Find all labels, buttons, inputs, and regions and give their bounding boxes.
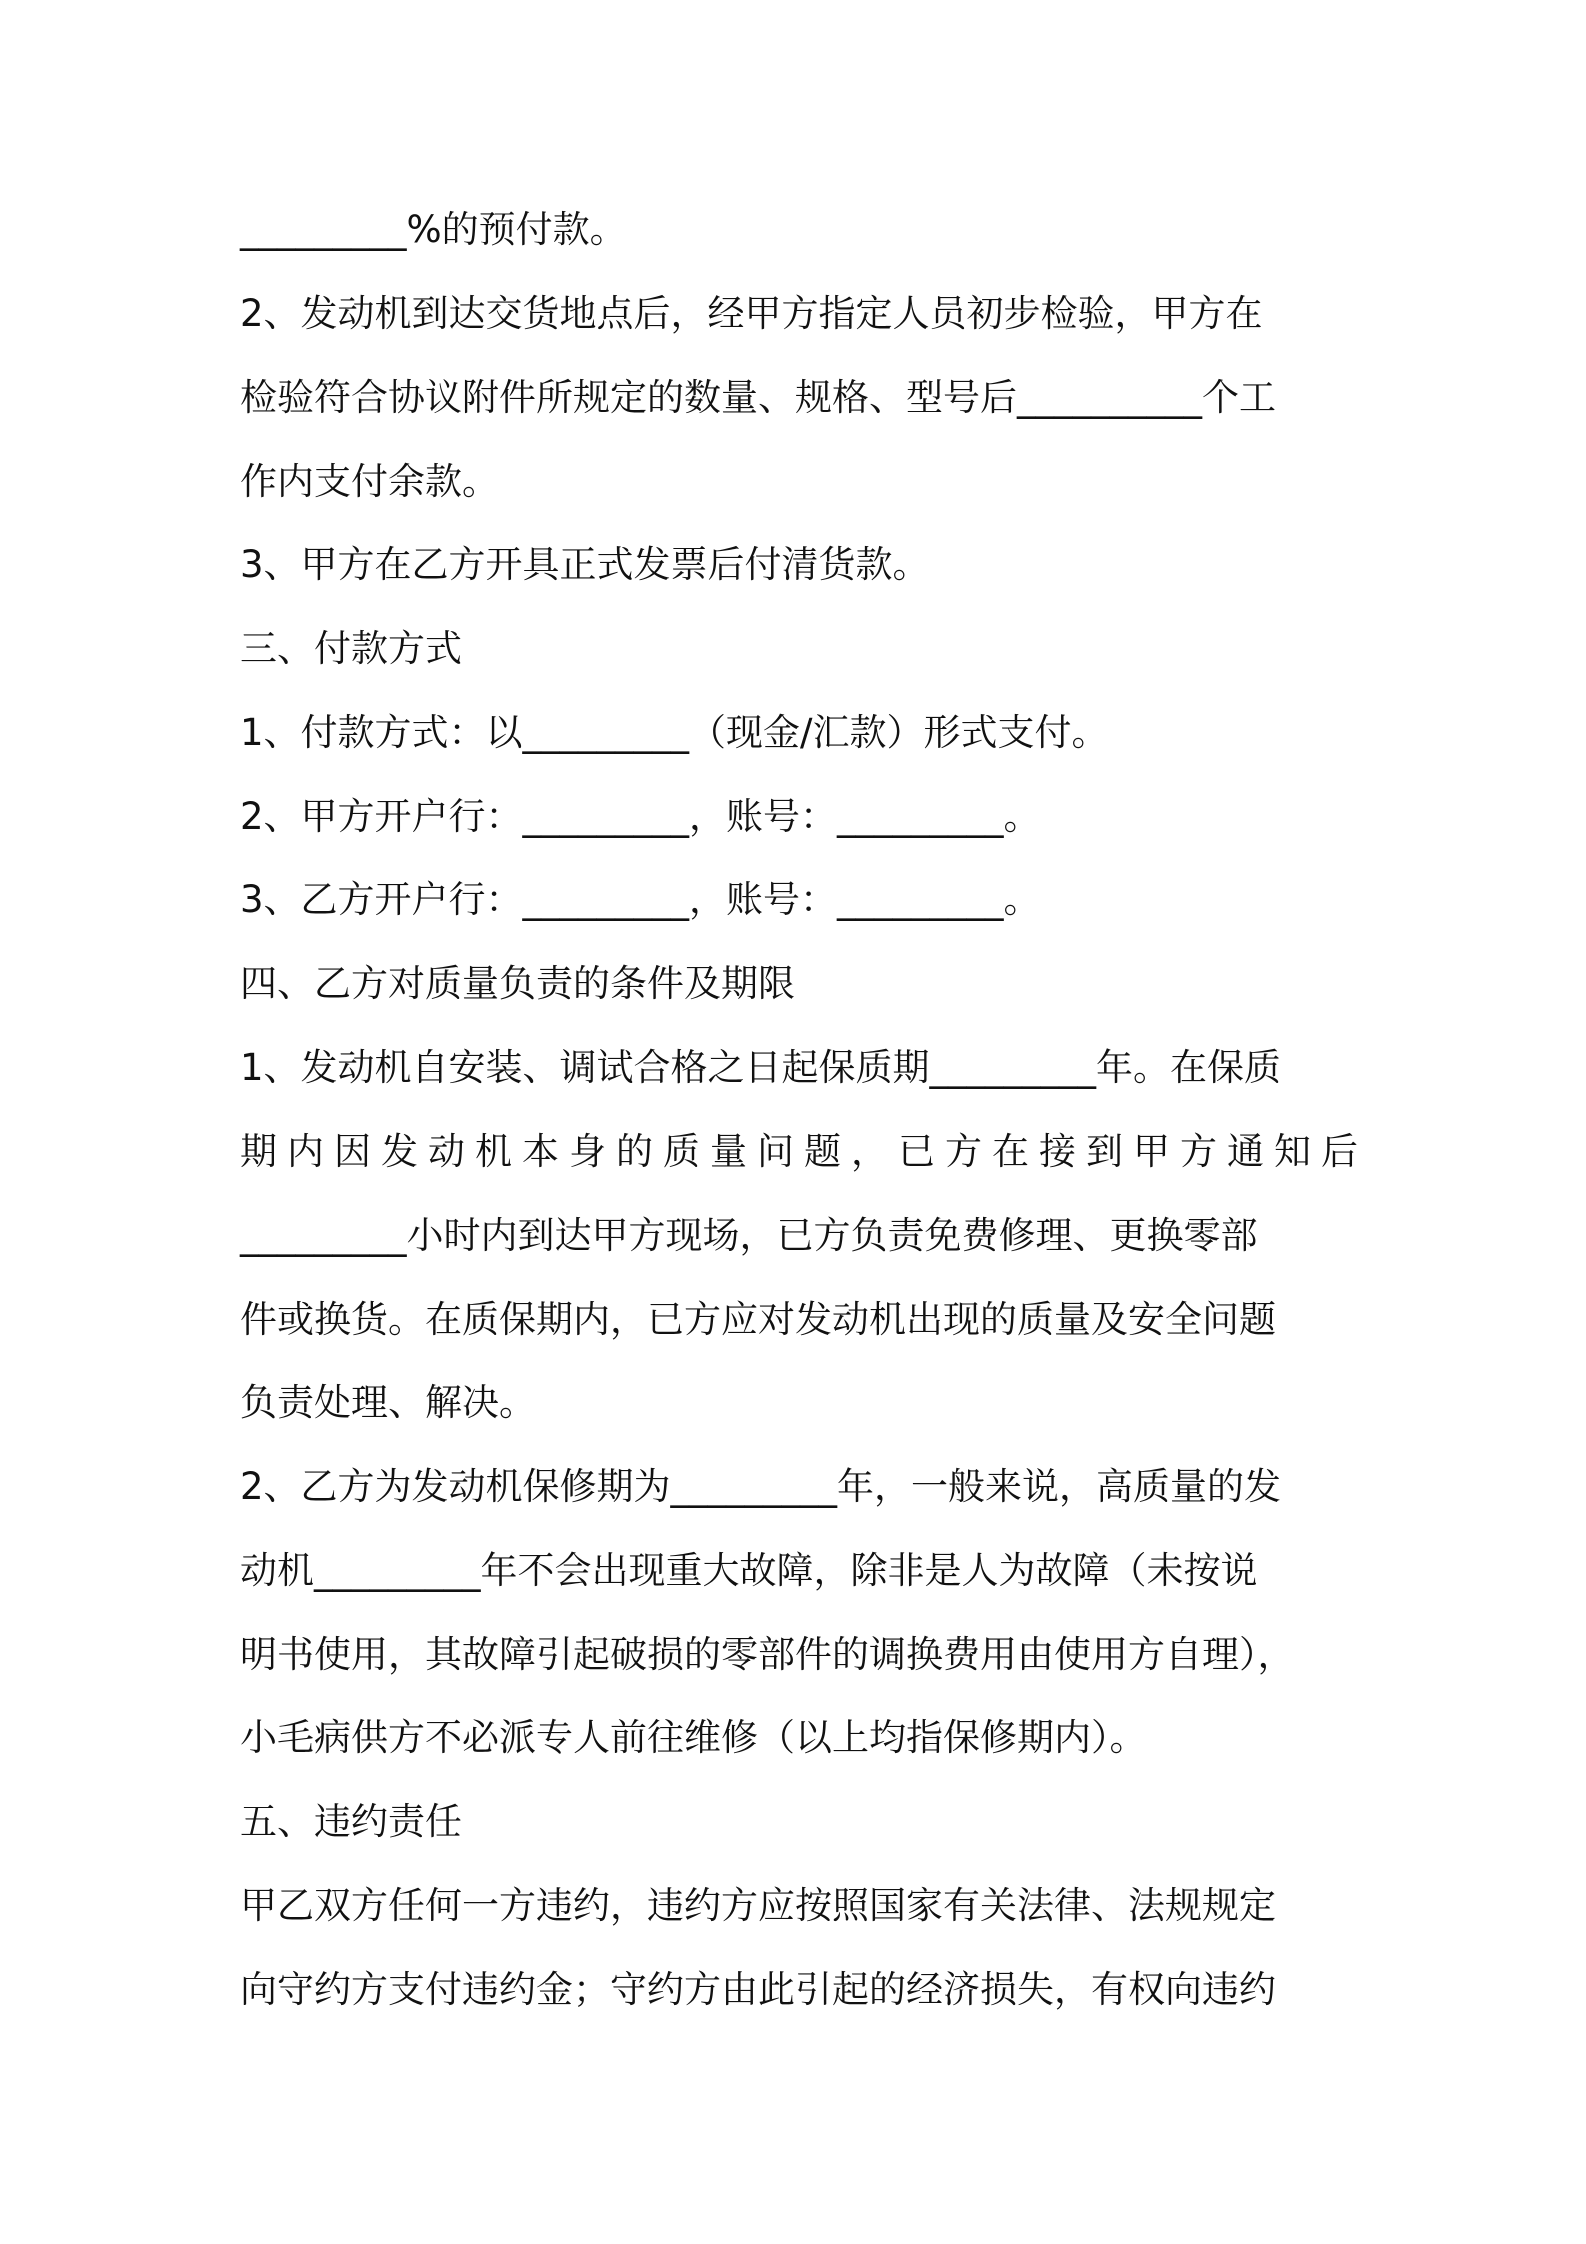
text-line: 小毛病供方不必派专人前往维修（以上均指保修期内）。 — [240, 1716, 1147, 1759]
text-line: 甲乙双方任何一方违约，违约方应按照国家有关法律、法规规定 — [240, 1884, 1276, 1927]
text-line: _________%的预付款。 — [240, 208, 627, 251]
section-heading: 三、付款方式 — [240, 627, 462, 670]
text-line: 1、付款方式：以_________（现金/汇款）形式支付。 — [240, 711, 1109, 754]
text-line: 2、甲方开户行：_________，账号：_________。 — [240, 795, 1041, 838]
text-line: 明书使用，其故障引起破损的零部件的调换费用由使用方自理）， — [240, 1633, 1295, 1676]
text-line: _________小时内到达甲方现场，已方负责免费修理、更换零部 — [240, 1214, 1258, 1257]
text-line: 2、发动机到达交货地点后，经甲方指定人员初步检验，甲方在 — [240, 292, 1263, 335]
text-line: 3、乙方开户行：_________，账号：_________。 — [240, 878, 1041, 921]
text-line: 检验符合协议附件所规定的数量、规格、型号后__________个工 — [240, 376, 1276, 419]
text-line: 3、甲方在乙方开具正式发票后付清货款。 — [240, 543, 930, 586]
text-line: 作内支付余款。 — [240, 460, 499, 503]
text-line: 1、发动机自安装、调试合格之日起保质期_________年。在保质 — [240, 1046, 1282, 1089]
text-line: 2、乙方为发动机保修期为_________年，一般来说，高质量的发 — [240, 1465, 1282, 1508]
text-line: 动机_________年不会出现重大故障，除非是人为故障（未按说 — [240, 1549, 1258, 1592]
section-heading: 四、乙方对质量负责的条件及期限 — [240, 962, 795, 1005]
text-line: 负责处理、解决。 — [240, 1381, 536, 1424]
section-heading: 五、违约责任 — [240, 1800, 462, 1843]
text-line: 期内因发动机本身的质量问题，已方在接到甲方通知后 — [240, 1130, 1368, 1173]
text-line: 件或换货。在质保期内，已方应对发动机出现的质量及安全问题 — [240, 1298, 1276, 1341]
text-line: 向守约方支付违约金；守约方由此引起的经济损失，有权向违约 — [240, 1968, 1276, 2011]
